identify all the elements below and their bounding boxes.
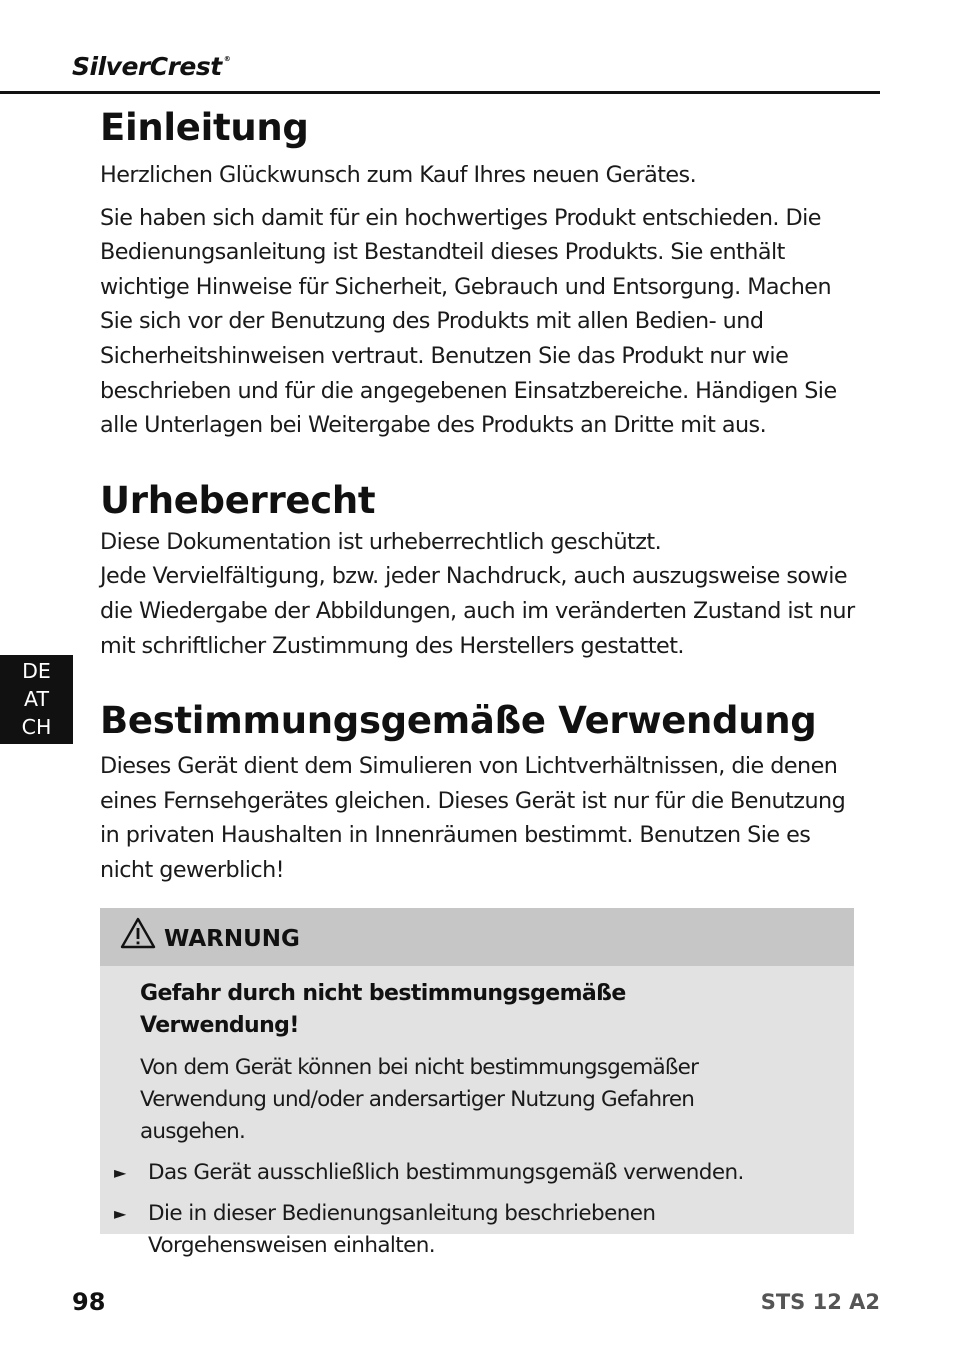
warning-text: Von dem Gerät können bei nicht bestimmungsgemäßer Verwendung und/oder andersartiger Nutzung Gefahren ausgehen. — [140, 1055, 699, 1144]
warning-body — [100, 966, 854, 1262]
language-tab — [0, 655, 73, 744]
model-number: STS 12 A2 — [760, 1290, 880, 1314]
main-content — [100, 100, 860, 888]
section-title-einleitung: Einleitung — [100, 106, 309, 149]
section-title-verwendung: Bestimmungsgemäße Verwendung — [100, 699, 817, 743]
section-title-urheberrecht: Urheberrecht — [100, 478, 376, 522]
arrow-right-icon: ► — [114, 1204, 126, 1223]
warning-bullet: ► Die in dieser Bedienungsanleitung beschriebenen Vorgehensweisen einhalten. — [140, 1198, 813, 1262]
page-number: 98 — [72, 1288, 106, 1316]
paragraph: Diese Dokumentation ist urheberrechtlich geschützt. — [100, 528, 662, 555]
paragraph: Jede Vervielfältigung, bzw. jeder Nachdruck, auch auszugsweise sowie die Wiedergabe der Abbildungen, auch im veränderten Zustand ist nur mit schriftlicher Zustimmung des Herstellers gestattet. — [100, 563, 855, 659]
header-rule — [0, 91, 880, 94]
lang-ch: CH — [21, 715, 52, 739]
paragraph: Dieses Gerät dient dem Simulieren von Lichtverhältnissen, die denen eines Fernsehgerätes gleichen. Dieses Gerät ist nur für die Benutzung in privaten Haushalten in Innenräumen bestimmt. Benutzen Sie es nicht gewerblich! — [100, 753, 846, 883]
warning-subtitle: Gefahr durch nicht bestimmungsgemäße Verwendung! — [140, 981, 626, 1038]
lang-de: DE — [22, 659, 51, 683]
paragraph: Herzlichen Glückwunsch zum Kauf Ihres neuen Gerätes. — [100, 162, 697, 188]
brand-logo: SilverCrest ® — [72, 52, 231, 81]
lang-at: AT — [24, 687, 49, 711]
warning-box — [100, 908, 854, 1258]
arrow-right-icon: ► — [114, 1163, 126, 1182]
warning-header — [100, 908, 854, 966]
warning-title: WARNUNG — [164, 926, 300, 952]
warning-triangle-icon — [120, 917, 156, 949]
paragraph: Sie haben sich damit für ein hochwertiges Produkt entschieden. Die Bedienungsanleitung ist Bestandteil dieses Produkts. Sie enthält wichtige Hinweise für Sicherheit, Gebrauch und Entsorgung. Machen Sie sich vor der Benutzung des Produkts mit allen Bedien- und Sicherheitshinweisen vertraut. Benutzen Sie das Produkt nur wie beschrieben und für die angegebenen Einsatzbereiche. Händigen Sie alle Unterlagen bei Weitergabe des Produkts an Dritte mit aus. — [100, 204, 837, 439]
warning-bullet: ► Das Gerät ausschließlich bestimmungsgemäß verwenden. — [140, 1157, 854, 1189]
